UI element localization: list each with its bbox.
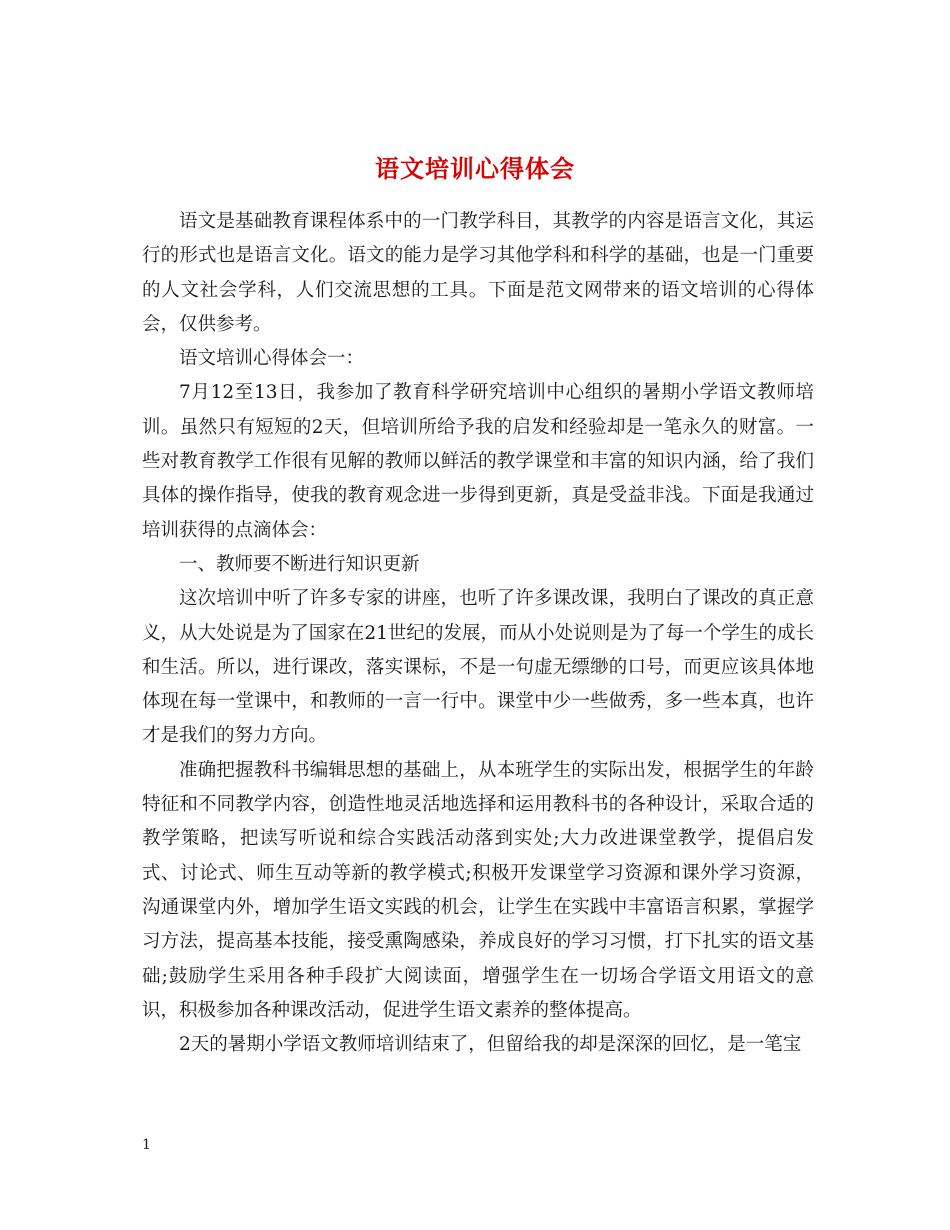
page-number: 1 [142,1137,151,1153]
paragraph-teaching-strategy: 准确把握教科书编辑思想的基础上，从本班学生的实际出发，根据学生的年龄特征和不同教学内容，创造性地灵活地选择和运用教科书的各种设计，采取合适的教学策略，把读写听说和综合实践活动落到实处;大力改进课堂教学，提倡启发式、讨论式、师生互动等新的教学模式;积极开发课堂学习资源和课外学习资源，沟通课堂内外，增加学生语文实践的机会，让学生在实践中丰富语言积累，掌握学习方法，提高基本技能，接受熏陶感染，养成良好的学习习惯，打下扎实的语文基础;鼓励学生采用各种手段扩大阅读面，增强学生在一切场合学语文用语文的意识，积极参加各种课改活动，促进学生语文素养的整体提高。 [142,759,814,1021]
paragraph-intro: 语文是基础教育课程体系中的一门教学科目，其教学的内容是语言文化，其运行的形式也是语言文化。语文的能力是学习其他学科和科学的基础，也是一门重要的人文社会学科，人们交流思想的工具。下面是范文网带来的语文培训的心得体会，仅供参考。 [142,211,814,335]
paragraph-point-one-heading: 一、教师要不断进行知识更新 [179,553,420,575]
paragraph-lectures: 这次培训中听了许多专家的讲座，也听了许多课改课，我明白了课改的真正意义，从大处说是为了国家在21世纪的发展，而从小处说则是为了每一个学生的成长和生活。所以，进行课改，落实课标，不是一句虚无缥缈的口号，而更应该具体地体现在每一堂课中，和教师的一言一行中。课堂中少一些做秀，多一些本真，也许才是我们的努力方向。 [142,588,814,747]
document-title: 语文培训心得体会 [375,154,575,184]
paragraph-training-summary: 7月12至13日，我参加了教育科学研究培训中心组织的暑期小学语文教师培训。虽然只有短短的2天，但培训所给予我的启发和经验却是一笔永久的财富。一些对教育教学工作很有见解的教师以鲜活的教学课堂和丰富的知识内涵，给了我们具体的操作指导，使我的教育观念进一步得到更新，真是受益非浅。下面是我通过培训获得的点滴体会： [142,382,814,541]
paragraph-conclusion: 2天的暑期小学语文教师培训结束了，但留给我的却是深深的回忆，是一笔宝 [179,1034,802,1056]
paragraph-section-heading: 语文培训心得体会一： [179,348,365,370]
document-body [142,205,814,1062]
